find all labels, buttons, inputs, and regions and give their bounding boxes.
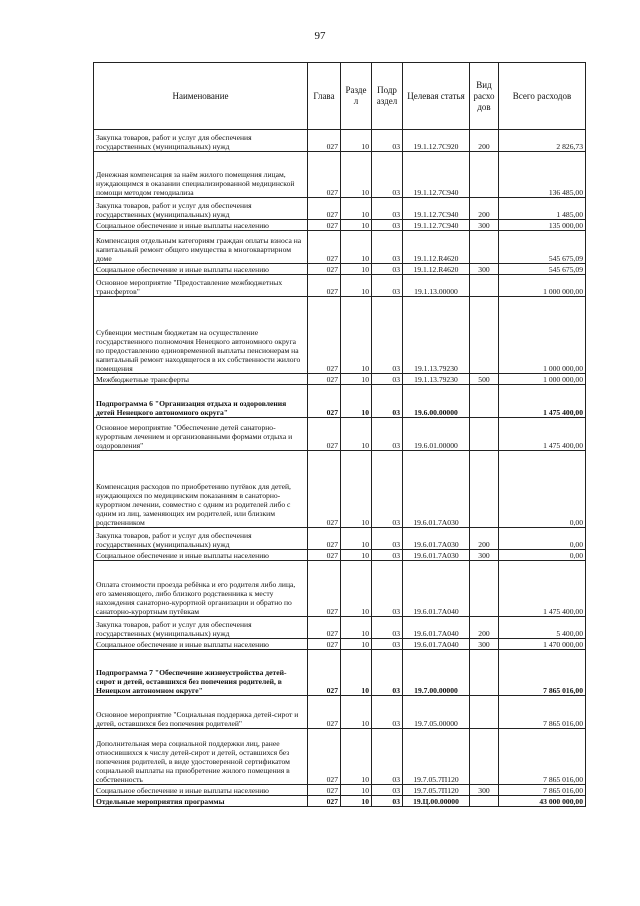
row-vid (470, 696, 499, 729)
row-name: Оплата стоимости проезда ребёнка и его родителя либо лица, его заменяющего, либо близкого родственника к месту нахождения санаторно-курортной организации и обратно по санаторно-курортным путёвкам (94, 561, 308, 617)
row-glava: 027 (308, 231, 341, 264)
row-glava: 027 (308, 639, 341, 650)
row-summa: 0,00 (499, 451, 586, 528)
row-statya: 19.1.12.7C940 (403, 198, 470, 220)
row-name: Подпрограмма 6 "Организация отдыха и оздоровления детей Ненецкого автономного округа" (94, 385, 308, 418)
row-razdel: 10 (341, 220, 372, 231)
row-razdel: 10 (341, 418, 372, 451)
row-summa: 2 826,73 (499, 130, 586, 152)
table-row (94, 152, 586, 198)
table-row (94, 385, 586, 418)
row-podrazdel: 03 (372, 796, 403, 807)
row-glava: 027 (308, 374, 341, 385)
row-podrazdel: 03 (372, 617, 403, 639)
row-name: Закупка товаров, работ и услуг для обеспечения государственных (муниципальных) нужд (94, 130, 308, 152)
row-statya: 19.7.05.00000 (403, 696, 470, 729)
row-glava: 027 (308, 650, 341, 696)
row-vid (470, 561, 499, 617)
row-vid (470, 418, 499, 451)
row-glava: 027 (308, 796, 341, 807)
header-podrazdel: Подр аздел (372, 63, 403, 130)
row-razdel: 10 (341, 696, 372, 729)
table-row (94, 561, 586, 617)
row-glava: 027 (308, 696, 341, 729)
header-statya: Целевая статья (403, 63, 470, 130)
row-name: Социальное обеспечение и иные выплаты населению (94, 550, 308, 561)
row-name: Отдельные мероприятия программы (94, 796, 308, 807)
row-vid: 200 (470, 617, 499, 639)
row-podrazdel: 03 (372, 275, 403, 297)
row-name: Закупка товаров, работ и услуг для обеспечения государственных (муниципальных) нужд (94, 198, 308, 220)
row-vid: 300 (470, 785, 499, 796)
table-row (94, 374, 586, 385)
row-glava: 027 (308, 220, 341, 231)
table-row (94, 297, 586, 374)
table-row (94, 451, 586, 528)
table-row (94, 550, 586, 561)
table-row (94, 639, 586, 650)
row-razdel: 10 (341, 528, 372, 550)
row-glava: 027 (308, 385, 341, 418)
row-name: Компенсация расходов по приобретению путёвок для детей, нуждающихся по медицинским показаниям в санаторно-курортном лечении, совместно с одним из родителей либо с одним из лиц, заменяющих им родителей, или близким родственником (94, 451, 308, 528)
row-vid (470, 275, 499, 297)
row-glava: 027 (308, 729, 341, 785)
table-row (94, 418, 586, 451)
row-statya: 19.6.01.00000 (403, 418, 470, 451)
row-summa: 0,00 (499, 528, 586, 550)
row-podrazdel: 03 (372, 220, 403, 231)
row-statya: 19.7.05.7П120 (403, 785, 470, 796)
table-row (94, 729, 586, 785)
row-summa: 1 000 000,00 (499, 297, 586, 374)
row-summa: 135 000,00 (499, 220, 586, 231)
table-row (94, 528, 586, 550)
header-glava: Глава (308, 63, 341, 130)
row-summa: 1 485,00 (499, 198, 586, 220)
row-podrazdel: 03 (372, 130, 403, 152)
row-razdel: 10 (341, 639, 372, 650)
row-podrazdel: 03 (372, 696, 403, 729)
header-summa: Всего расходов (499, 63, 586, 130)
row-glava: 027 (308, 297, 341, 374)
row-statya: 19.1.12.R4620 (403, 231, 470, 264)
row-name: Дополнительная мера социальной поддержки лиц, ранее относившихся к числу детей-сирот и детей, оставшихся без попечения родителей, в виде удостоверенной сертификатом социальной выплаты на приобретение жилого помещения в собственность (94, 729, 308, 785)
header-vid: Вид расхо дов (470, 63, 499, 130)
row-razdel: 10 (341, 385, 372, 418)
row-summa: 7 865 016,00 (499, 729, 586, 785)
row-statya: 19.1.12.7C940 (403, 220, 470, 231)
row-statya: 19.1.13.79230 (403, 297, 470, 374)
row-name: Социальное обеспечение и иные выплаты населению (94, 264, 308, 275)
row-razdel: 10 (341, 729, 372, 785)
row-podrazdel: 03 (372, 374, 403, 385)
row-name: Межбюджетные трансферты (94, 374, 308, 385)
row-summa: 5 400,00 (499, 617, 586, 639)
row-name: Закупка товаров, работ и услуг для обеспечения государственных (муниципальных) нужд (94, 617, 308, 639)
table-row (94, 275, 586, 297)
row-razdel: 10 (341, 617, 372, 639)
row-vid (470, 451, 499, 528)
row-podrazdel: 03 (372, 297, 403, 374)
row-name: Субвенции местным бюджетам на осуществление государственного полномочия Ненецкого автономного округа по предоставлению единовременной выплаты пенсионерам на капитальный ремонт находящегося в их собственности жилого помещения (94, 297, 308, 374)
row-statya: 19.6.01.7A030 (403, 451, 470, 528)
row-vid: 200 (470, 528, 499, 550)
row-summa: 7 865 016,00 (499, 696, 586, 729)
row-name: Социальное обеспечение и иные выплаты населению (94, 785, 308, 796)
row-razdel: 10 (341, 796, 372, 807)
row-podrazdel: 03 (372, 231, 403, 264)
row-vid: 300 (470, 639, 499, 650)
row-podrazdel: 03 (372, 729, 403, 785)
row-razdel: 10 (341, 297, 372, 374)
row-podrazdel: 03 (372, 385, 403, 418)
row-vid (470, 231, 499, 264)
row-summa: 1 000 000,00 (499, 374, 586, 385)
row-name: Социальное обеспечение и иные выплаты населению (94, 639, 308, 650)
row-vid (470, 152, 499, 198)
row-statya: 19.6.01.7A030 (403, 528, 470, 550)
row-summa: 136 485,00 (499, 152, 586, 198)
header-razdel: Разде л (341, 63, 372, 130)
row-statya: 19.1.12.7C940 (403, 152, 470, 198)
row-name: Подпрограмма 7 "Обеспечение жизнеустройства детей-сирот и детей, оставшихся без попечения родителей, в Ненецком автономном округе" (94, 650, 308, 696)
row-statya: 19.1.13.79230 (403, 374, 470, 385)
row-summa: 1 470 000,00 (499, 639, 586, 650)
row-vid: 300 (470, 550, 499, 561)
row-summa: 1 475 400,00 (499, 418, 586, 451)
row-vid (470, 650, 499, 696)
row-podrazdel: 03 (372, 418, 403, 451)
row-statya: 19.1.12.7C920 (403, 130, 470, 152)
row-podrazdel: 03 (372, 152, 403, 198)
row-razdel: 10 (341, 130, 372, 152)
table-row (94, 696, 586, 729)
table-row (94, 264, 586, 275)
table-row (94, 220, 586, 231)
row-statya: 19.6.01.7A040 (403, 561, 470, 617)
row-razdel: 10 (341, 275, 372, 297)
header-row (94, 63, 586, 130)
row-glava: 027 (308, 152, 341, 198)
row-vid: 300 (470, 264, 499, 275)
row-podrazdel: 03 (372, 264, 403, 275)
row-summa: 545 675,09 (499, 264, 586, 275)
row-vid (470, 729, 499, 785)
row-razdel: 10 (341, 561, 372, 617)
table-row (94, 130, 586, 152)
row-razdel: 10 (341, 785, 372, 796)
row-razdel: 10 (341, 198, 372, 220)
page-number: 97 (314, 30, 326, 42)
row-summa: 43 000 000,00 (499, 796, 586, 807)
row-summa: 0,00 (499, 550, 586, 561)
row-razdel: 10 (341, 451, 372, 528)
row-vid (470, 796, 499, 807)
row-statya: 19.7.00.00000 (403, 650, 470, 696)
row-summa: 7 865 016,00 (499, 785, 586, 796)
row-podrazdel: 03 (372, 451, 403, 528)
budget-table (93, 62, 586, 807)
row-razdel: 10 (341, 374, 372, 385)
row-razdel: 10 (341, 152, 372, 198)
row-statya: 19.6.00.00000 (403, 385, 470, 418)
row-vid (470, 385, 499, 418)
row-glava: 027 (308, 528, 341, 550)
row-glava: 027 (308, 418, 341, 451)
row-name: Основное мероприятие "Обеспечение детей санаторно-курортным лечением и организованными формами отдыха и оздоровления" (94, 418, 308, 451)
row-glava: 027 (308, 198, 341, 220)
row-statya: 19.6.01.7A040 (403, 639, 470, 650)
row-podrazdel: 03 (372, 650, 403, 696)
row-vid (470, 297, 499, 374)
table-row (94, 198, 586, 220)
row-name: Компенсация отдельным категориям граждан оплаты взноса на капитальный ремонт общего имущества в многоквартирном доме (94, 231, 308, 264)
row-glava: 027 (308, 550, 341, 561)
row-glava: 027 (308, 785, 341, 796)
row-name: Социальное обеспечение и иные выплаты населению (94, 220, 308, 231)
row-name: Основное мероприятие "Предоставление межбюджетных трансфертов" (94, 275, 308, 297)
row-glava: 027 (308, 617, 341, 639)
table-row (94, 231, 586, 264)
row-glava: 027 (308, 451, 341, 528)
row-name: Основное мероприятие "Социальная поддержка детей-сирот и детей, оставшихся без попечения родителей" (94, 696, 308, 729)
row-statya: 19.Ц.00.00000 (403, 796, 470, 807)
row-name: Закупка товаров, работ и услуг для обеспечения государственных (муниципальных) нужд (94, 528, 308, 550)
row-summa: 7 865 016,00 (499, 650, 586, 696)
row-glava: 027 (308, 275, 341, 297)
row-statya: 19.1.13.00000 (403, 275, 470, 297)
row-summa: 545 675,09 (499, 231, 586, 264)
row-summa: 1 475 400,00 (499, 385, 586, 418)
table-row (94, 785, 586, 796)
row-statya: 19.7.05.7П120 (403, 729, 470, 785)
row-name: Денежная компенсация за наём жилого помещения лицам, нуждающимся в оказании специализированной медицинской помощи методом гемодиализа (94, 152, 308, 198)
row-summa: 1 000 000,00 (499, 275, 586, 297)
row-statya: 19.6.01.7A040 (403, 617, 470, 639)
row-podrazdel: 03 (372, 785, 403, 796)
row-podrazdel: 03 (372, 550, 403, 561)
row-vid: 200 (470, 130, 499, 152)
row-statya: 19.1.12.R4620 (403, 264, 470, 275)
row-vid: 200 (470, 198, 499, 220)
row-glava: 027 (308, 130, 341, 152)
header-name: Наименование (94, 63, 308, 130)
row-vid: 300 (470, 220, 499, 231)
row-podrazdel: 03 (372, 198, 403, 220)
row-podrazdel: 03 (372, 639, 403, 650)
row-razdel: 10 (341, 650, 372, 696)
row-razdel: 10 (341, 231, 372, 264)
row-glava: 027 (308, 561, 341, 617)
row-statya: 19.6.01.7A030 (403, 550, 470, 561)
row-razdel: 10 (341, 264, 372, 275)
row-podrazdel: 03 (372, 561, 403, 617)
row-vid: 500 (470, 374, 499, 385)
row-podrazdel: 03 (372, 528, 403, 550)
row-glava: 027 (308, 264, 341, 275)
table-row (94, 796, 586, 807)
row-razdel: 10 (341, 550, 372, 561)
table-row (94, 617, 586, 639)
table-row (94, 650, 586, 696)
row-summa: 1 475 400,00 (499, 561, 586, 617)
